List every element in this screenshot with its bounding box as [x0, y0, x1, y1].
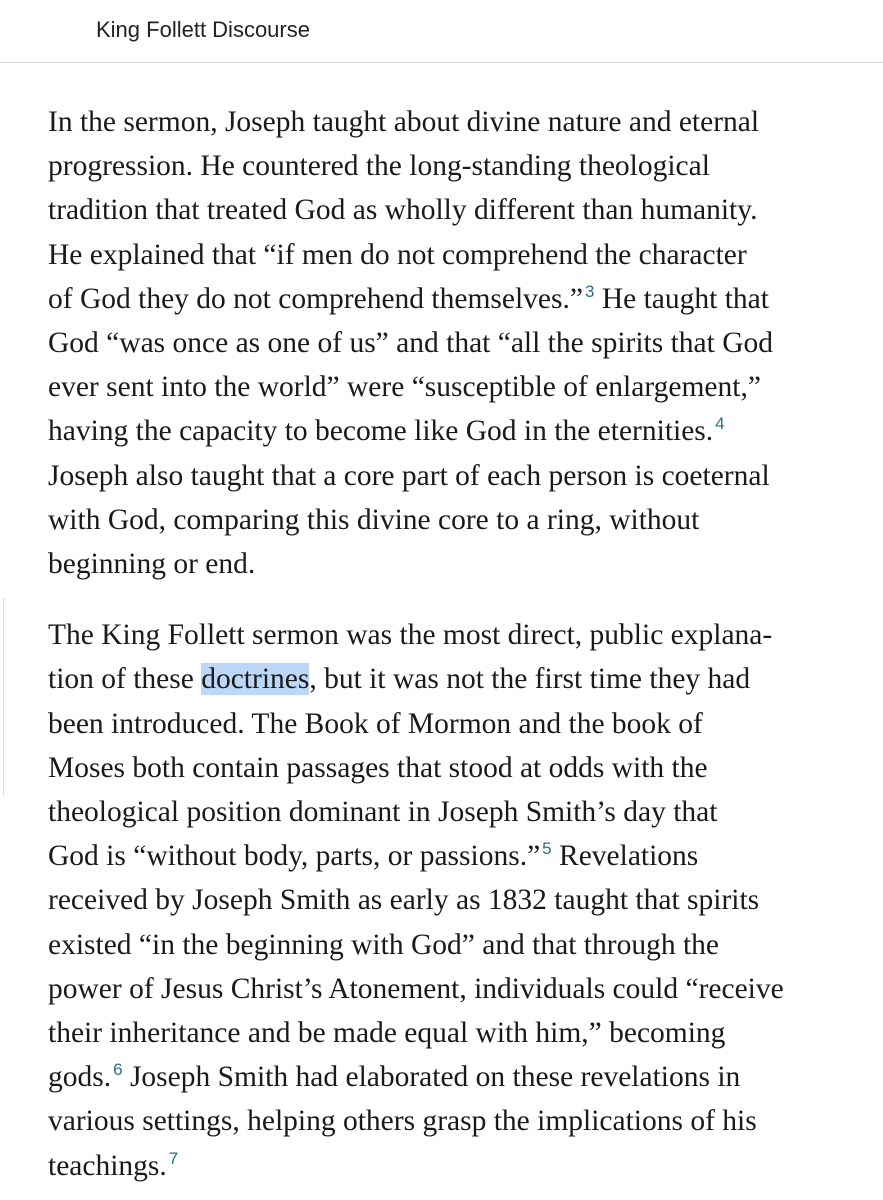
text-run: tion of these: [48, 663, 202, 696]
page-title: King Follett Discourse: [96, 17, 310, 42]
text-line: [48, 702, 878, 746]
text-line: [48, 834, 878, 878]
text-run: gods.: [48, 1061, 112, 1094]
text-run: God “was once as one of us” and that “all the spirits that God: [48, 327, 774, 360]
text-run: Revelations: [551, 840, 699, 873]
text-run: of God they do not comprehend themselves.”: [48, 282, 583, 315]
footnote-link-3[interactable]: 3: [584, 281, 595, 301]
text-run: He taught that: [594, 282, 769, 315]
text-run: been introduced. The Book of Mormon and the book of: [48, 707, 703, 740]
selected-text[interactable]: doctrines: [201, 663, 310, 696]
text-line: [48, 277, 878, 321]
text-run: existed “in the beginning with God” and that through the: [48, 928, 719, 961]
text-run: having the capacity to become like God in the eternities.: [48, 415, 714, 448]
text-line: [48, 321, 878, 365]
text-run: The King Follett sermon was the most direct, public explana-: [48, 619, 773, 652]
footnote-link-5[interactable]: 5: [542, 839, 552, 859]
paragraph-1: [48, 100, 878, 586]
text-run: various settings, helping others grasp the implications of his: [48, 1105, 757, 1138]
text-line: [48, 746, 878, 790]
article-body: [48, 100, 878, 1188]
text-run: their inheritance and be made equal with him,” becoming: [48, 1017, 726, 1050]
text-line: [48, 188, 878, 232]
text-run: tradition that treated God as wholly different than humanity.: [48, 194, 758, 227]
text-line: [48, 1055, 878, 1099]
footnote-link-6[interactable]: 6: [113, 1060, 123, 1080]
text-line: [48, 1144, 878, 1188]
text-line: [48, 542, 878, 586]
text-run: ever sent into the world” were “susceptible of enlargement,”: [48, 371, 761, 404]
paragraph-2: [48, 613, 878, 1188]
text-run: In the sermon, Joseph taught about divine nature and eternal: [48, 106, 760, 138]
text-run: theological position dominant in Joseph Smith’s day that: [48, 796, 718, 829]
text-line: [48, 1011, 878, 1055]
text-line: [48, 613, 878, 657]
text-run: Joseph Smith had elaborated on these revelations in: [122, 1061, 741, 1094]
text-line: [48, 409, 878, 453]
text-run: Joseph also taught that a core part of each person is coeternal: [48, 459, 770, 492]
text-line: [48, 967, 878, 1011]
text-line: [48, 233, 878, 277]
page-header: [0, 0, 883, 63]
footnote-link-7[interactable]: 7: [168, 1148, 179, 1168]
text-line: [48, 498, 878, 542]
text-line: [48, 923, 878, 967]
text-run: progression. He countered the long-standing theological: [48, 150, 710, 183]
text-run: God is “without body, parts, or passions.”: [48, 840, 541, 873]
text-line: [48, 878, 878, 922]
text-line: [48, 657, 878, 701]
text-line: [48, 365, 878, 409]
text-line: [48, 100, 878, 144]
text-line: [48, 454, 878, 498]
text-line: [48, 1099, 878, 1143]
text-run: power of Jesus Christ’s Atonement, individuals could “receive: [48, 972, 784, 1005]
text-line: [48, 144, 878, 188]
text-run: teachings.: [48, 1149, 167, 1182]
text-line: [48, 790, 878, 834]
text-run: Moses both contain passages that stood at odds with the: [48, 751, 708, 784]
text-run: , but it was not the first time they had: [309, 663, 751, 696]
text-run: with God, comparing this divine core to a ring, without: [48, 503, 700, 536]
footnote-link-4[interactable]: 4: [715, 414, 725, 434]
text-run: received by Joseph Smith as early as 1832 taught that spirits: [48, 884, 760, 917]
text-run: beginning or end.: [48, 548, 256, 581]
text-run: He explained that “if men do not comprehend the character: [48, 238, 747, 271]
left-edge-handle: [0, 598, 4, 796]
